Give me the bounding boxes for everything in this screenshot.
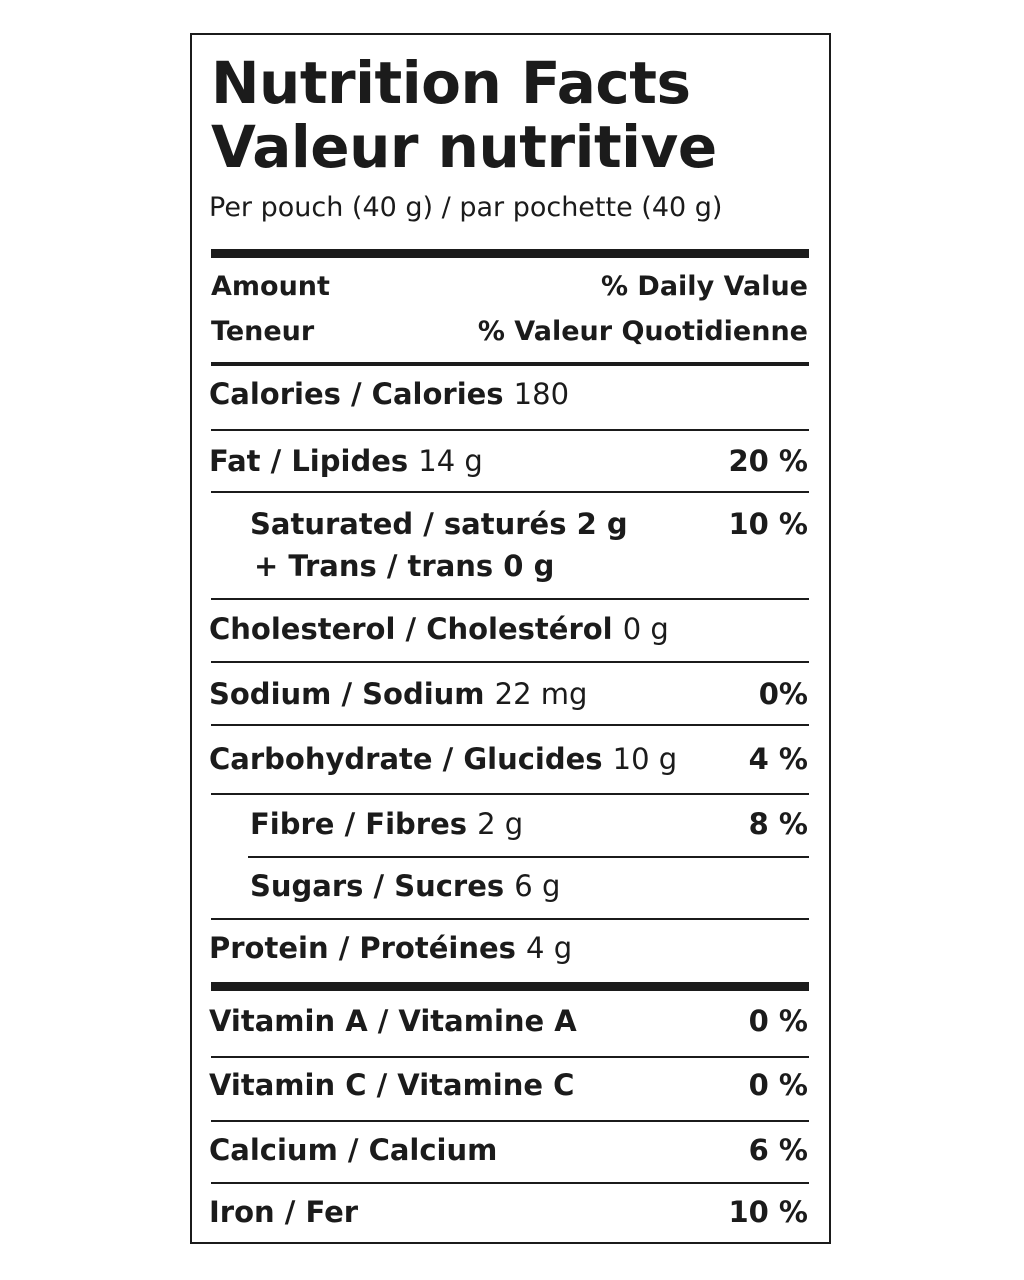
vitamin-a-label: Vitamin A / Vitamine A [209, 1004, 577, 1038]
daily-value-header: % Daily Value [600, 271, 808, 302]
iron-label: Iron / Fer [209, 1195, 359, 1229]
vitamin-c-label: Vitamin C / Vitamine C [209, 1068, 575, 1102]
divider [211, 1120, 809, 1122]
cholesterol-label: Cholesterol / Cholestérol [209, 612, 613, 646]
divider [211, 724, 809, 726]
divider [211, 1056, 809, 1058]
divider [248, 856, 809, 858]
vitamin-c-daily-value: 0 % [748, 1068, 808, 1102]
divider [211, 429, 809, 431]
vitamin-a-daily-value: 0 % [748, 1004, 808, 1038]
sodium-row [209, 677, 588, 711]
iron-daily-value: 10 % [728, 1195, 808, 1229]
fat-row [209, 444, 483, 478]
title-english: Nutrition Facts [211, 49, 691, 117]
title-french: Valeur nutritive [211, 113, 717, 181]
calories-row [209, 377, 570, 411]
divider [211, 598, 809, 600]
sugars-amount: 6 g [514, 869, 561, 903]
fibre-daily-value: 8 % [748, 807, 808, 841]
sugars-row [250, 869, 561, 903]
fibre-amount: 2 g [477, 807, 524, 841]
calcium-label: Calcium / Calcium [209, 1133, 498, 1167]
carbohydrate-daily-value: 4 % [748, 742, 808, 776]
cholesterol-row [209, 612, 669, 646]
serving-size: Per pouch (40 g) / par pochette (40 g) [209, 192, 723, 223]
sodium-amount: 22 mg [494, 677, 588, 711]
fibre-row [250, 807, 524, 841]
thick-divider [211, 249, 809, 258]
divider [211, 661, 809, 663]
saturated-label: Saturated / saturés 2 g [250, 507, 628, 541]
carbohydrate-amount: 10 g [612, 742, 678, 776]
trans-label: + Trans / trans 0 g [254, 549, 555, 583]
cholesterol-amount: 0 g [622, 612, 669, 646]
protein-amount: 4 g [526, 931, 573, 965]
protein-label: Protein / Protéines [209, 931, 516, 965]
fat-daily-value: 20 % [728, 444, 808, 478]
carbohydrate-label: Carbohydrate / Glucides [209, 742, 603, 776]
sodium-daily-value: 0% [758, 677, 808, 711]
daily-value-header-french: % Valeur Quotidienne [477, 316, 808, 347]
divider [211, 793, 809, 795]
fat-label: Fat / Lipides [209, 444, 409, 478]
amount-header-french: Teneur [211, 316, 315, 347]
fibre-label: Fibre / Fibres [250, 807, 468, 841]
calcium-daily-value: 6 % [748, 1133, 808, 1167]
fat-amount: 14 g [418, 444, 483, 478]
thick-divider [211, 982, 809, 991]
amount-header: Amount [211, 271, 330, 302]
sugars-label: Sugars / Sucres [250, 869, 505, 903]
divider [211, 1182, 809, 1184]
divider [211, 918, 809, 920]
header-divider [211, 362, 809, 366]
divider [211, 491, 809, 493]
carbohydrate-row [209, 742, 678, 776]
sodium-label: Sodium / Sodium [209, 677, 485, 711]
calories-amount: 180 [513, 377, 570, 411]
protein-row [209, 931, 573, 965]
calories-label: Calories / Calories [209, 377, 504, 411]
saturated-daily-value: 10 % [728, 507, 808, 541]
